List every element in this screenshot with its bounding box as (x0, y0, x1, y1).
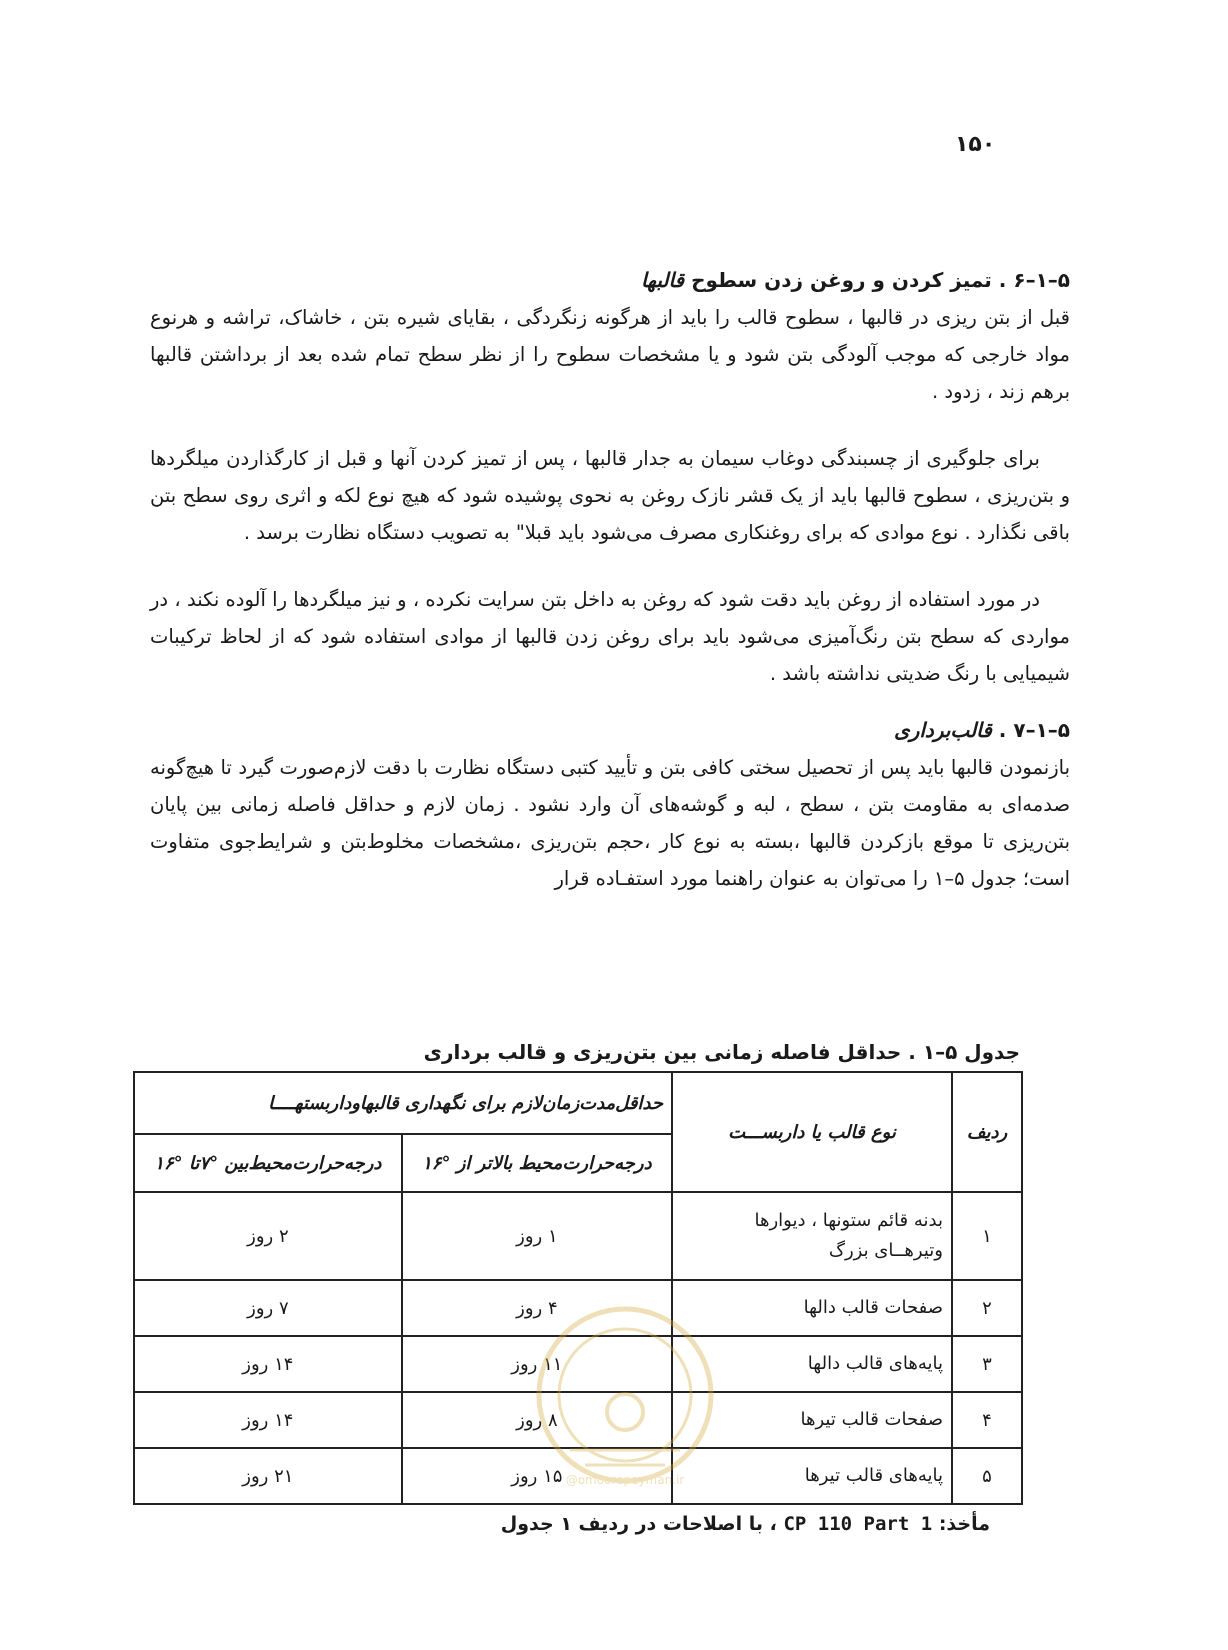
header-temp-above: درجه‌حرارت‌محیط بالاتر از °۱۶ (402, 1134, 672, 1192)
paragraph: در مورد استفاده از روغن باید دقت شود که روغن به داخل بتن سرایت نکرده ، و نیز میلگردها را آلوده نکند ، در مواردی که سطح بتن رنگ‌آمیزی می‌شود باید برای روغن زدن قالبها از موادی استفاده شود که از لحاظ ترکیبات شیمیایی با رنگ ضدیتی نداشته باشد . (150, 588, 1070, 685)
cell-radif: ۵ (952, 1448, 1022, 1504)
cell-above: ۱۱ روز (402, 1336, 672, 1392)
header-min-time: حداقل‌مدت‌زمان‌لازم برای نگهداری قالبهاوداربستهــــا (134, 1072, 672, 1134)
cell-radif: ۱ (952, 1192, 1022, 1280)
cell-above: ۸ روز (402, 1392, 672, 1448)
cell-above: ۴ روز (402, 1280, 672, 1336)
cell-type-line: وتیرهــای بزرگ (828, 1240, 943, 1261)
paragraph: برای جلوگیری از چسبندگی دوغاب سیمان به جدار قالبها ، پس از تمیز کردن آنها و قبل از کارگذاردن میلگردها و بتن‌ریزی ، سطوح قالبها باید از یک قشر نازک روغن به نحوی پوشیده شود که هیچ نوع لکه و اثری روی سطح بتن باقی نگذارد . نوع موادی که برای روغنکاری مصرف می‌شود باید قبلا" به تصویب دستگاه نظارت برسد . (150, 447, 1070, 544)
cell-type: پایه‌های قالب دالها (672, 1336, 952, 1392)
paragraph: بازنمودن قالبها باید پس از تحصیل سختی کافی بتن و تأیید کتبی دستگاه نظارت با دقت لازم‌صورت گیرد تا هیچ‌گونه صدمه‌ای به مقاومت بتن ، سطح ، لبه و گوشه‌های آن وارد نشود . زمان لازم و حداقل فاصله زمانی بین پایان بتن‌ریزی تا موقع بازکردن قالبها ،بسته به نوع کار ،حجم بتن‌ریزی ،مشخصات مخلوط‌بتن و شرایط‌جوی متفاوت است؛ جدول ۵–۱ را می‌توان به عنوان راهنما مورد استفـاده قرار (150, 756, 1070, 890)
main-content (150, 262, 1070, 897)
cell-between: ۱۴ روز (134, 1392, 402, 1448)
cell-between: ۷ روز (134, 1280, 402, 1336)
paragraph: قبل از بتن ریزی در قالبها ، سطوح قالب را باید از هرگونه زنگردگی ، بقایای شیره بتن ، خاشاک، تراشه و هرنوع مواد خارجی که موجب آلودگی بتن شود و یا مشخصات سطوح را از نظر سطح تمام شده بعد از برداشتن قالبها برهم زند ، زدود . (150, 306, 1070, 403)
heading-number: ۵–۱–۷ . (998, 718, 1070, 742)
cell-above: ۱۵ روز (402, 1448, 672, 1504)
formwork-table (133, 1071, 1023, 1505)
heading-title: قالب‌برداری (894, 718, 992, 742)
source-ref: CP 110 Part 1 (783, 1513, 933, 1535)
cell-radif: ۳ (952, 1336, 1022, 1392)
section-heading-5-1-7 (150, 712, 1070, 749)
source-note-text: ، با اصلاحات در ردیف ۱ جدول (500, 1513, 777, 1535)
cell-between: ۲۱ روز (134, 1448, 402, 1504)
section-heading-5-1-6 (150, 262, 1070, 299)
cell-type (672, 1192, 952, 1280)
table-caption (420, 1040, 1020, 1064)
heading-number: ۵–۱–۶ . (998, 268, 1070, 292)
cell-above: ۱ روز (402, 1192, 672, 1280)
watermark-text: @omoorepeyman.ir (565, 1473, 685, 1487)
source-note (430, 1513, 990, 1535)
cell-type: صفحات قالب تیرها (672, 1392, 952, 1448)
table-row (134, 1336, 1022, 1392)
table-row (134, 1192, 1022, 1280)
table-row (134, 1448, 1022, 1504)
page-number: ۱۵۰ (955, 132, 996, 157)
table-row (134, 1280, 1022, 1336)
cell-radif: ۲ (952, 1280, 1022, 1336)
table-caption-title: . حداقل فاصله زمانی بین بتن‌ریزی و قالب برداری (423, 1040, 916, 1064)
table-caption-label: جدول ۵–۱ (922, 1040, 1020, 1064)
source-label: مأخذ: (938, 1513, 990, 1535)
heading-title: تمیز کردن و روغن زدن سطوح (691, 268, 992, 292)
table-row (134, 1392, 1022, 1448)
cell-type: صفحات قالب دالها (672, 1280, 952, 1336)
header-temp-between: درجه‌حرارت‌محیط‌بین °۷تا °۱۶ (134, 1134, 402, 1192)
cell-type-line: بدنه قائم ستونها ، دیوارها (754, 1210, 943, 1231)
cell-between: ۲ روز (134, 1192, 402, 1280)
header-type: نوع قالب یا داربســـت (672, 1072, 952, 1192)
header-radif: ردیف (952, 1072, 1022, 1192)
heading-title-italic: قالبها (641, 268, 685, 292)
cell-radif: ۴ (952, 1392, 1022, 1448)
cell-type: پایه‌های قالب تیرها (672, 1448, 952, 1504)
cell-between: ۱۴ روز (134, 1336, 402, 1392)
